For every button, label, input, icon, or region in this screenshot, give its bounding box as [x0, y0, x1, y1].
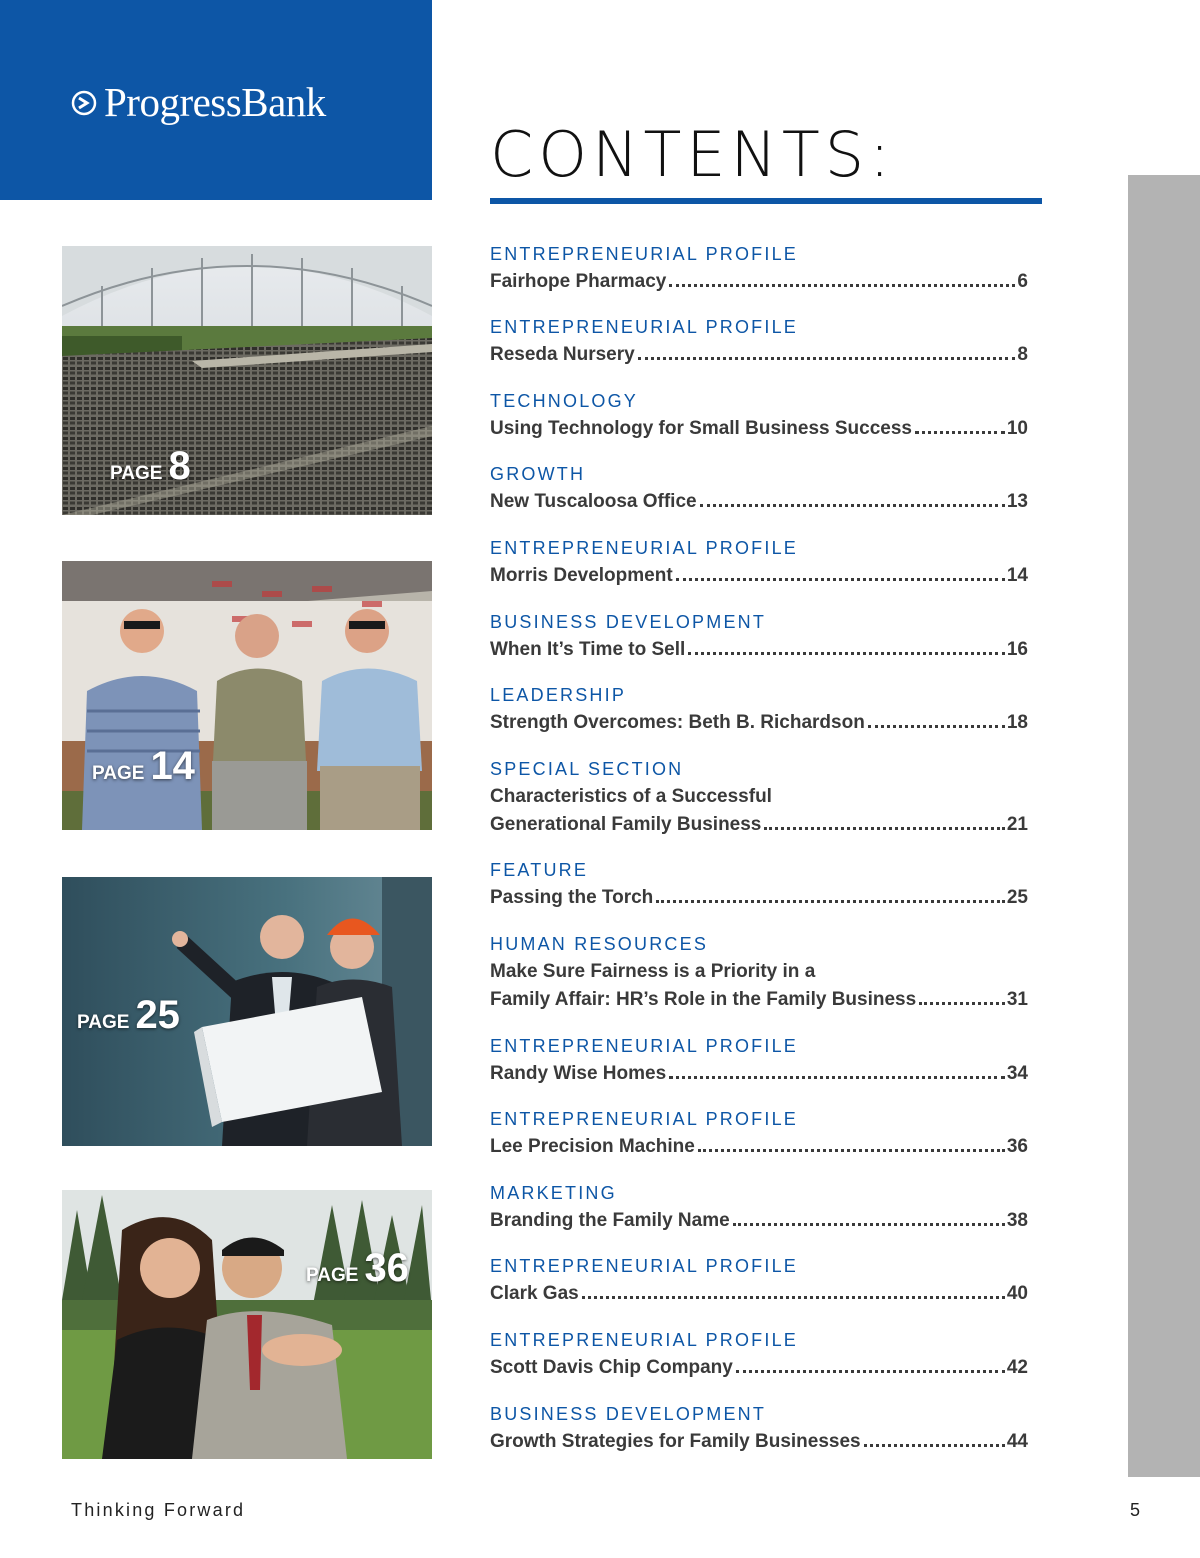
brand-name: ProgressBank — [104, 79, 326, 125]
toc-page: 25 — [1006, 887, 1028, 908]
page-label-25 — [77, 995, 180, 1035]
toc-line — [490, 710, 1028, 736]
toc-title-line1: Characteristics of a Successful — [490, 786, 772, 807]
dot-leader — [700, 504, 1005, 507]
page-number: 5 — [1130, 1500, 1141, 1520]
toc-title: Growth Strategies for Family Businesses — [490, 1431, 861, 1452]
toc-line — [490, 637, 1028, 663]
toc-page: 44 — [1006, 1431, 1028, 1452]
toc-page: 42 — [1006, 1357, 1028, 1378]
dot-leader — [582, 1296, 1005, 1299]
toc-entry[interactable] — [490, 390, 1028, 442]
dot-leader — [688, 652, 1005, 655]
toc-page: 31 — [1006, 989, 1028, 1010]
toc-entry[interactable] — [490, 758, 1028, 838]
toc-title: When It’s Time to Sell — [490, 639, 686, 660]
toc-page: 8 — [1017, 344, 1028, 365]
toc-title: Family Affair: HR’s Role in the Family Business — [490, 989, 917, 1010]
toc-title: Clark Gas — [490, 1283, 579, 1304]
toc-title: Morris Development — [490, 565, 673, 586]
brand-header — [0, 0, 432, 200]
page-number: 25 — [135, 993, 180, 1037]
toc-category: HUMAN RESOURCES — [490, 934, 709, 954]
toc-page: 40 — [1006, 1283, 1028, 1304]
dot-leader — [656, 900, 1005, 903]
toc-title: Branding the Family Name — [490, 1210, 730, 1231]
publication-name: Thinking Forward — [71, 1500, 246, 1520]
couple-image — [62, 1190, 432, 1459]
toc-title: Using Technology for Small Business Success — [490, 418, 912, 439]
page-number: 8 — [168, 444, 191, 488]
toc-page: 18 — [1006, 712, 1028, 733]
toc-page: 36 — [1006, 1136, 1028, 1157]
photo-greenhouse — [62, 246, 432, 515]
page-word: PAGE — [110, 463, 163, 484]
toc-entry[interactable] — [490, 537, 1028, 589]
side-bar — [1128, 175, 1200, 1477]
toc-category: TECHNOLOGY — [490, 391, 639, 411]
dot-leader — [669, 1076, 1005, 1079]
toc-title: Lee Precision Machine — [490, 1136, 695, 1157]
toc-entry[interactable] — [490, 1035, 1028, 1087]
toc-line — [490, 1208, 1028, 1234]
toc-category: BUSINESS DEVELOPMENT — [490, 1404, 767, 1424]
page-number: 36 — [364, 1246, 409, 1290]
toc-entry[interactable] — [490, 933, 1028, 1013]
toc-category: ENTREPRENEURIAL PROFILE — [490, 317, 798, 337]
toc-title: Scott Davis Chip Company — [490, 1357, 733, 1378]
page-word: PAGE — [306, 1265, 359, 1286]
photo-businessmen — [62, 877, 432, 1146]
toc-category: ENTREPRENEURIAL PROFILE — [490, 1256, 798, 1276]
dot-leader — [868, 725, 1005, 728]
toc-page: 38 — [1006, 1210, 1028, 1231]
toc-line — [490, 987, 1028, 1013]
toc-line — [490, 1061, 1028, 1087]
page-word: PAGE — [77, 1012, 130, 1033]
toc-line — [490, 1134, 1028, 1160]
toc-page: 13 — [1006, 491, 1028, 512]
toc-title: Randy Wise Homes — [490, 1063, 667, 1084]
toc-page: 34 — [1006, 1063, 1028, 1084]
toc-line — [490, 1429, 1028, 1455]
progressbank-logo — [70, 79, 326, 125]
dot-leader — [736, 1370, 1005, 1373]
toc-category: GROWTH — [490, 464, 586, 484]
dot-leader — [915, 431, 1005, 434]
dot-leader — [638, 357, 1016, 360]
toc-entry[interactable] — [490, 243, 1028, 295]
toc-entry[interactable] — [490, 316, 1028, 368]
toc-category: ENTREPRENEURIAL PROFILE — [490, 244, 798, 264]
dot-leader — [864, 1444, 1005, 1447]
toc-line — [490, 269, 1028, 295]
toc-category: ENTREPRENEURIAL PROFILE — [490, 1109, 798, 1129]
toc-entry[interactable] — [490, 1108, 1028, 1160]
toc-title-line1: Make Sure Fairness is a Priority in a — [490, 961, 816, 982]
toc-category: ENTREPRENEURIAL PROFILE — [490, 1330, 798, 1350]
toc-line — [490, 885, 1028, 911]
toc-line — [490, 1281, 1028, 1307]
toc-title: New Tuscaloosa Office — [490, 491, 697, 512]
dot-leader — [733, 1223, 1005, 1226]
toc-page: 16 — [1006, 639, 1028, 660]
toc-page: 21 — [1006, 814, 1028, 835]
page-label-8 — [110, 446, 191, 486]
toc-entry[interactable] — [490, 611, 1028, 663]
dot-leader — [698, 1149, 1005, 1152]
dot-leader — [764, 827, 1004, 830]
toc-category: ENTREPRENEURIAL PROFILE — [490, 1036, 798, 1056]
toc-page: 10 — [1006, 418, 1028, 439]
toc-title: Strength Overcomes: Beth B. Richardson — [490, 712, 865, 733]
toc-line — [490, 563, 1028, 589]
toc-entry[interactable] — [490, 1255, 1028, 1307]
toc-category: MARKETING — [490, 1183, 617, 1203]
toc-category: SPECIAL SECTION — [490, 759, 684, 779]
dot-leader — [919, 1002, 1005, 1005]
toc-page: 6 — [1017, 271, 1028, 292]
toc-category: FEATURE — [490, 860, 589, 880]
page-word: PAGE — [92, 763, 145, 784]
toc-entry[interactable] — [490, 463, 1028, 515]
toc-category: ENTREPRENEURIAL PROFILE — [490, 538, 798, 558]
toc-entry[interactable] — [490, 684, 1028, 736]
toc-title: Fairhope Pharmacy — [490, 271, 667, 292]
chevron-logo-icon — [70, 89, 98, 117]
toc-entry[interactable] — [490, 1403, 1028, 1455]
page-number: 14 — [150, 744, 195, 788]
title-underline — [490, 198, 1042, 204]
toc-line — [490, 342, 1028, 368]
toc-line — [490, 489, 1028, 515]
toc-category: BUSINESS DEVELOPMENT — [490, 612, 767, 632]
three-men-image — [62, 561, 432, 830]
toc-entry[interactable] — [490, 1182, 1028, 1234]
toc-line — [490, 416, 1028, 442]
toc-entry[interactable] — [490, 859, 1028, 911]
toc-line — [490, 1355, 1028, 1381]
page-title: CONTENTS: — [490, 118, 896, 191]
toc-title: Generational Family Business — [490, 814, 762, 835]
toc-entry[interactable] — [490, 1329, 1028, 1381]
page-label-14 — [92, 746, 195, 786]
toc-title: Reseda Nursery — [490, 344, 635, 365]
photo-three-men — [62, 561, 432, 830]
toc-title: Passing the Torch — [490, 887, 654, 908]
toc-page: 14 — [1006, 565, 1028, 586]
photo-couple — [62, 1190, 432, 1459]
dot-leader — [676, 578, 1005, 581]
toc-line — [490, 812, 1028, 838]
toc-category: LEADERSHIP — [490, 685, 627, 705]
dot-leader — [669, 284, 1015, 287]
page-label-36 — [306, 1248, 409, 1288]
